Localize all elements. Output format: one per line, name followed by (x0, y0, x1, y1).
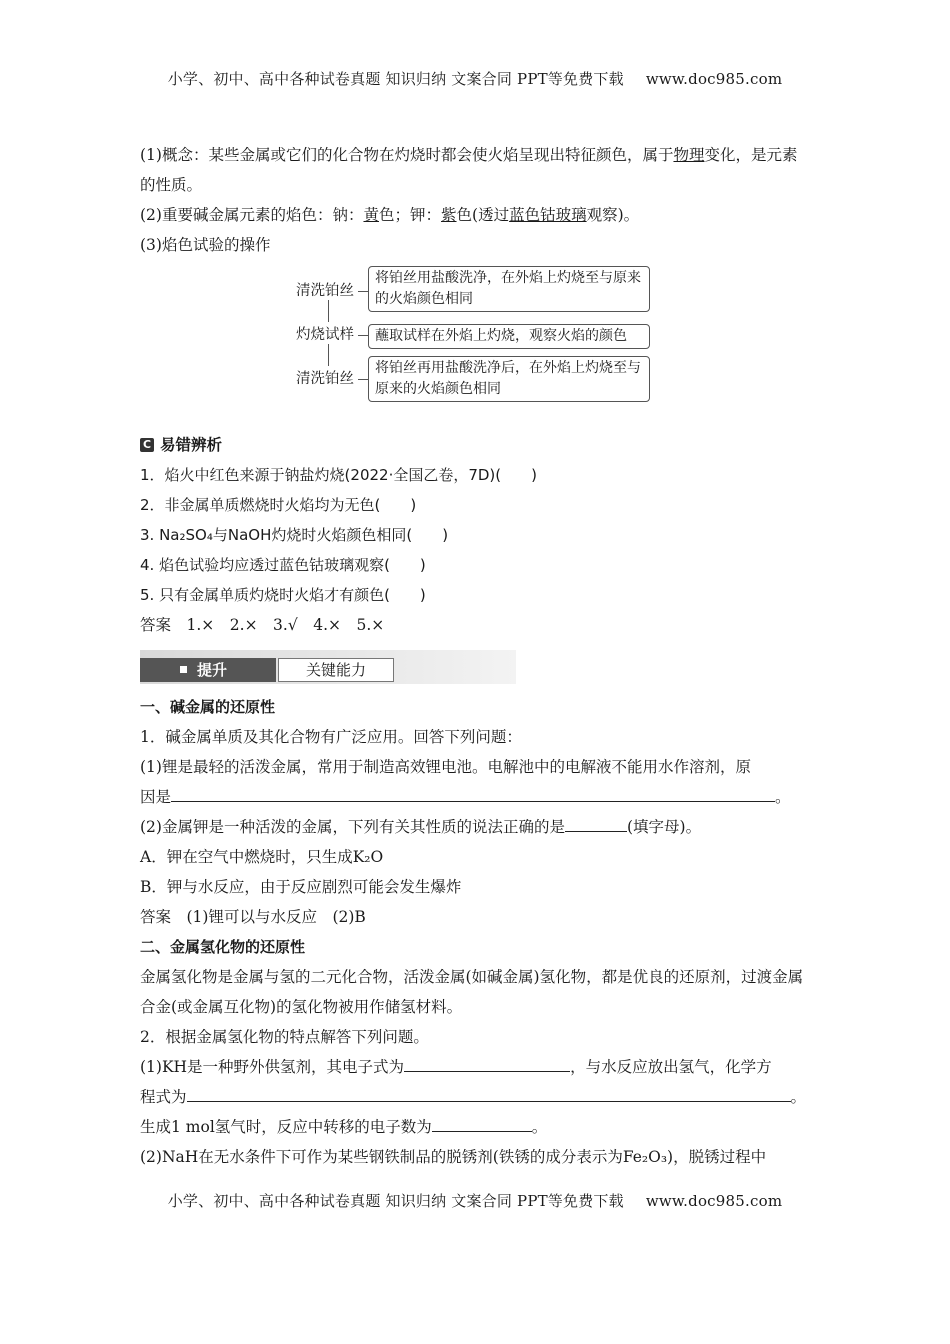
footer-site: www.doc985.com (645, 1192, 783, 1210)
question-2-2: (2)NaH在无水条件下可作为某些钢铁制品的脱锈剂(铁锈的成分表示为Fe₂O₃)，脱锈过程中 (140, 1148, 767, 1166)
flow-step-3-box: 将铂丝再用盐酸洗净后，在外焰上灼烧至与原来的火焰颜色相同 (368, 356, 650, 402)
flow-arrow-2 (328, 344, 329, 366)
question-2: 2．根据金属氢化物的特点解答下列问题。 (140, 1028, 429, 1046)
part1-answer: 答案 (1)锂可以与水反应 (2)B (140, 908, 366, 926)
concept-p1: (1)概念：某些金属或它们的化合物在灼烧时都会使火焰呈现出特征颜色，属于物理变化，是元素的性质。 (140, 146, 798, 194)
error-item-4: 4. 焰色试验均应透过蓝色钴玻璃观察( ) (140, 556, 426, 574)
header-site: www.doc985.com (645, 70, 783, 88)
flow-step-2-label: 灼烧试样 (296, 327, 354, 343)
flow-step-2-box: 蘸取试样在外焰上灼烧，观察火焰的颜色 (368, 324, 650, 349)
errors-section-title: C 易错辨析 (140, 430, 812, 460)
error-item-3: 3. Na₂SO₄与NaOH灼烧时火焰颜色相同( ) (140, 526, 449, 544)
section-c-icon: C (140, 438, 154, 452)
question-1: 1．碱金属单质及其化合物有广泛应用。回答下列问题： (140, 728, 522, 746)
flow-step-3-label: 清洗铂丝 (296, 371, 354, 387)
part1-title: 一、碱金属的还原性 (140, 698, 276, 716)
part2-intro: 金属氢化物是金属与氢的二元化合物，活泼金属(如碱金属)氢化物，都是优良的还原剂，过渡金属合金(或金属互化物)的氢化物被用作储氢材料。 (140, 968, 804, 1016)
section-banner (140, 646, 812, 688)
error-item-1: 1．焰火中红色来源于钠盐灼烧(2022·全国乙卷，7D)( ) (140, 466, 537, 484)
page-footer (0, 1190, 950, 1211)
option-b: B．钾与水反应，由于反应剧烈可能会发生爆炸 (140, 878, 462, 896)
option-a: A．钾在空气中燃烧时，只生成K₂O (140, 848, 384, 866)
flow-arrow-1 (328, 300, 329, 322)
error-item-2: 2．非金属单质燃烧时火焰均为无色( ) (140, 496, 417, 514)
main-content (140, 140, 812, 1172)
part2-title: 二、金属氢化物的还原性 (140, 938, 306, 956)
concept-p3: (3)焰色试验的操作 (140, 236, 271, 254)
header-text: 小学、初中、高中各种试卷真题 知识归纳 文案合同 PPT等免费下载 (167, 70, 624, 88)
flow-step-1-box: 将铂丝用盐酸洗净，在外焰上灼烧至与原来的火焰颜色相同 (368, 266, 650, 312)
concept-p2: (2)重要碱金属元素的焰色：钠：黄色；钾：紫色(透过蓝色钴玻璃观察)。 (140, 206, 640, 224)
flame-test-flowchart (140, 266, 812, 416)
question-1-1: (1)锂是最轻的活泼金属，常用于制造高效锂电池。电解池中的电解液不能用水作溶剂，原 因是 。 (140, 758, 791, 806)
flow-step-1-label: 清洗铂丝 (296, 283, 354, 299)
question-1-2: (2)金属钾是一种活泼的金属，下列有关其性质的说法正确的是 (填字母)。 (140, 812, 812, 842)
page-header (0, 68, 950, 89)
question-2-1: (1)KH是一种野外供氢剂，其电子式为 ，与水反应放出氢气，化学方 程式为 。 生成1 mol氢气时，反应中转移的电子数为 。 (140, 1052, 812, 1142)
error-item-5: 5. 只有金属单质灼烧时火焰才有颜色( ) (140, 586, 426, 604)
banner-tag-key-ability: 关键能力 (278, 658, 394, 682)
errors-answer: 答案 1.× 2.× 3.√ 4.× 5.× (140, 616, 385, 634)
footer-text: 小学、初中、高中各种试卷真题 知识归纳 文案合同 PPT等免费下载 (167, 1192, 624, 1210)
banner-tag-improve: 提升 (140, 658, 276, 682)
